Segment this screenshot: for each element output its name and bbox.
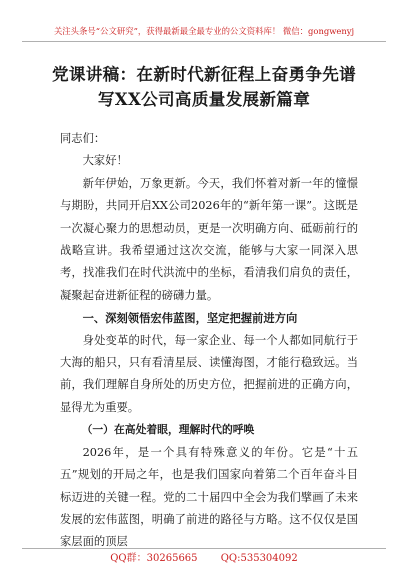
greeting: 大家好！ (82, 154, 128, 168)
document-title (40, 62, 368, 112)
section-heading: 一、深刻领悟宏伟蓝图，坚定把握前进方向 (82, 311, 298, 326)
subsection-heading: （一）在高处着眼，理解时代的呼唤 (81, 423, 255, 437)
page-header: 关注头条号“公文研究”，获得最新最全最专业的公文资料库！ 微信：gongwenyj (22, 25, 386, 42)
page-footer (22, 548, 386, 571)
title-line-2: 写XX公司高质量发展新篇章 (97, 89, 311, 109)
paragraph-section-1: 身处变革的时代，每一家企业、每一个人都如同航行于大海的船只，只有看清星辰、读懂海图，才能行稳致远。当前，我们理解自身所处的历史方位，把握前进的正确方向，显得尤为重要。 (60, 333, 358, 414)
salutation: 同志们： (60, 132, 106, 145)
footer-qq: QQ:535304092 (220, 553, 298, 564)
document-body (60, 128, 358, 554)
footer-qq-group: QQ群：30265665 (110, 553, 198, 564)
paragraph-subsection-1: 2026年，是一个具有特殊意义的年份。它是“十五五”规划的开局之年，也是我们国家向着第二个百年奋斗目标迈进的关键一程。党的二十届四中全会为我们擘画了未来发展的宏伟蓝图，明确了前进的路径与方略。这不仅仅是国家层面的顶层 (60, 445, 358, 549)
title-line-1: 党课讲稿：在新时代新征程上奋勇争先谱 (51, 64, 357, 84)
paragraph-intro: 新年伊始，万象更新。今天，我们怀着对新一年的憧憬与期盼，共同开启XX公司2026年的“新年第一课”。这既是一次凝心聚力的思想动员，更是一次明确方向、砥砺前行的战略宣讲。我希望通过这次交流，能够与大家一同深入思考，找准我们在时代洪流中的坐标，看清我们肩负的责任，凝聚起奋进新征程的磅礴力量。 (60, 176, 358, 302)
